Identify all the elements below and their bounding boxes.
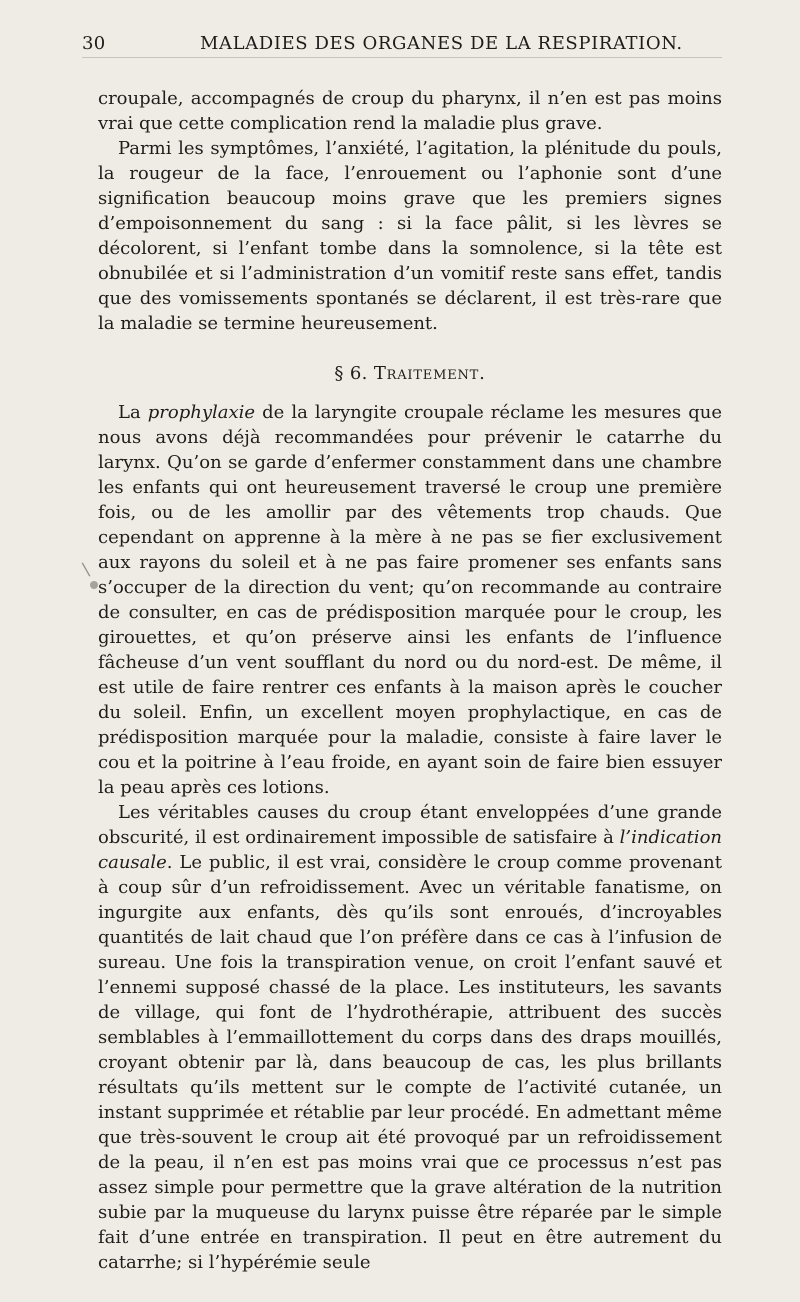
paragraph-4 [98, 800, 722, 1275]
paragraph-3-rest: de la laryngite croupale réclame les mesures que nous avons déjà recommandées pour prévenir le catarrhe du larynx. Qu’on se garde d’enfermer constamment dans une chambre les enfants qui ont heureusement traversé le croup une première fois, ou de les amollir par des vêtements trop chauds. Que cependant on apprenne à la mère à ne pas se fier exclusivement aux rayons du soleil et à ne pas faire promener ses enfants sans s’occuper de la direction du vent; qu’on recommande au contraire de consulter, en cas de prédisposition marquée pour le croup, les girouettes, et qu’on préserve ainsi les enfants de l’influence fâcheuse d’un vent soufflant du nord ou du nord-est. De même, il est utile de faire rentrer ces enfants à la maison après le coucher du soleil. Enfin, un excellent moyen prophylactique, en cas de prédisposition marquée pour la maladie, consiste à faire laver le cou et la poitrine à l’eau froide, en ayant soin de faire bien essuyer la peau après ces lotions. [98, 402, 722, 798]
page-number: 30 [82, 33, 106, 54]
paragraph-3 [98, 400, 722, 800]
paragraph-4-rest: . Le public, il est vrai, considère le croup comme provenant à coup sûr d’un refroidissement. Avec un véritable fanatisme, on ingurgite aux enfants, dès qu’ils sont enroués, d’incroyables quantités de lait chaud que l’on préfère dans ce cas à l’infusion de sureau. Une fois la transpiration venue, on croit l’enfant sauvé et l’ennemi supposé chassé de la place. Les instituteurs, les savants de village, qui font de l’hydrothérapie, attribuent des succès semblables à l’emmaillottement du corps dans des draps mouillés, croyant obtenir par là, dans beaucoup de cas, les plus brillants résultats qu’ils mettent sur le compte de l’activité cutanée, un instant supprimée et rétablie par leur procédé. En admettant même que très-souvent le croup ait été provoqué par un refroidissement de la peau, il n’en est pas moins vrai que ce processus n’est pas assez simple pour permettre que la grave altération de la nutrition subie par la muqueuse du larynx puisse être réparée par le simple fait d’une entrée en transpiration. Il peut en être autrement du catarrhe; si l’hypérémie seule [98, 852, 722, 1273]
paragraph-3-emphasis: prophylaxie [147, 402, 256, 423]
section-number: § 6. [334, 363, 368, 384]
paragraph-3-intro: La [118, 402, 148, 423]
page-content [98, 86, 722, 1275]
section-heading [98, 362, 722, 386]
paragraph-2: Parmi les symptômes, l’anxiété, l’agitation, la plénitude du pouls, la rougeur de la face, l’enrouement ou l’aphonie sont d’une signification beaucoup moins grave que les premiers signes d’empoisonnement du sang : si la face pâlit, si les lèvres se décolorent, si l’enfant tombe dans la somnolence, si la tête est obnubilée et si l’administration d’un vomitif reste sans effet, tandis que des vomissements spontanés se déclarent, il est très-rare que la maladie se termine heureusement. [98, 138, 722, 334]
running-head: MALADIES DES ORGANES DE LA RESPIRATION. [200, 33, 683, 54]
paragraph-4-emphasis: l’indication causale [98, 827, 722, 873]
section-title: Traitement. [373, 363, 486, 384]
paper-hole [90, 581, 98, 589]
margin-mark: \ [80, 558, 92, 581]
paragraph-1: croupale, accompagnés de croup du pharynx, il n’en est pas moins vrai que cette complication rend la maladie plus grave. [98, 88, 722, 134]
paragraph-4-intro: Les véritables causes du croup étant enveloppées d’une grande obscurité, il est ordinairement impossible de satisfaire à [98, 802, 722, 848]
page-header [82, 33, 722, 58]
